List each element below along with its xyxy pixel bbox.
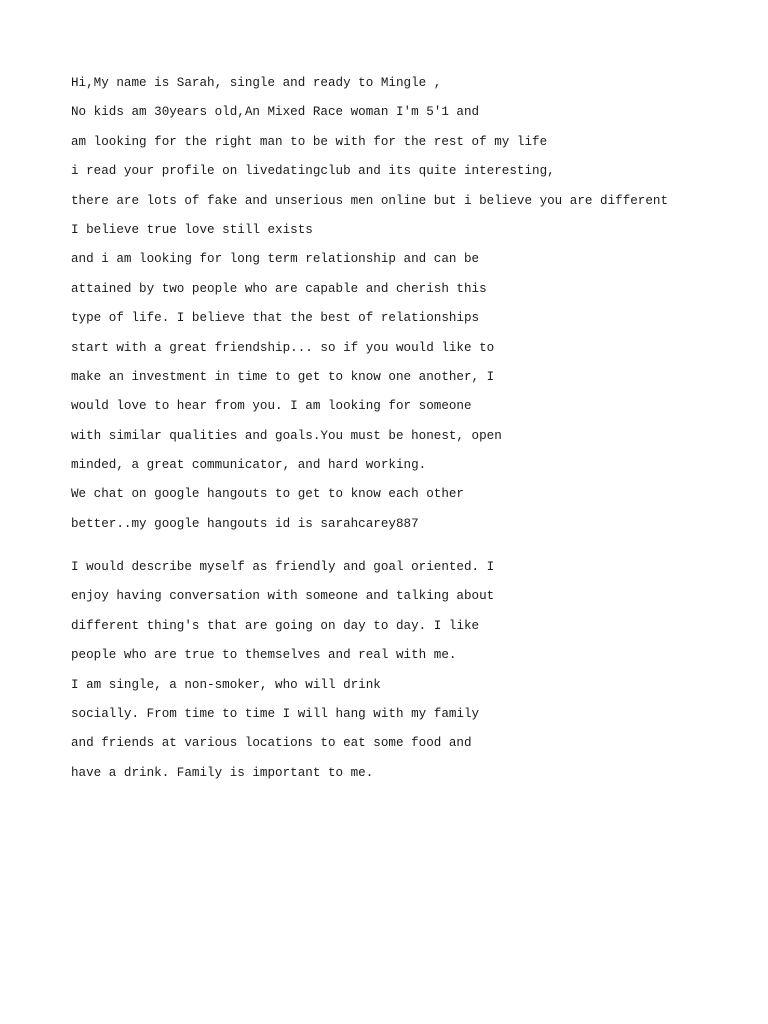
- text-line: with similar qualities and goals.You must be honest, open: [71, 428, 502, 443]
- text-line: I believe true love still exists: [71, 222, 313, 237]
- text-line: socially. From time to time I will hang with my family: [71, 706, 480, 721]
- text-line: there are lots of fake and unserious men online but i believe you are different: [71, 193, 669, 208]
- text-line: have a drink. Family is important to me.: [71, 765, 374, 780]
- text-line: am looking for the right man to be with for the rest of my life: [71, 134, 548, 149]
- text-line: and i am looking for long term relationship and can be: [71, 252, 480, 267]
- text-line: and friends at various locations to eat some food and: [71, 736, 472, 751]
- text-line: enjoy having conversation with someone and talking about: [71, 589, 495, 604]
- paragraph-about: [71, 553, 494, 788]
- text-line: would love to hear from you. I am looking for someone: [71, 399, 472, 414]
- text-line: better..my google hangouts id is sarahcarey887: [71, 516, 419, 531]
- text-line: type of life. I believe that the best of relationships: [71, 311, 480, 326]
- text-line: start with a great friendship... so if you would like to: [71, 340, 495, 355]
- text-line: No kids am 30years old,An Mixed Race woman I'm 5'1 and: [71, 105, 480, 120]
- text-line: Hi,My name is Sarah, single and ready to Mingle ,: [71, 76, 442, 90]
- text-line: people who are true to themselves and real with me.: [71, 648, 457, 663]
- text-line: attained by two people who are capable and cherish this: [71, 281, 487, 296]
- text-line: different thing's that are going on day to day. I like: [71, 618, 480, 633]
- text-line: I would describe myself as friendly and goal oriented. I: [71, 560, 495, 574]
- paragraph-intro: [71, 69, 668, 539]
- text-line: minded, a great communicator, and hard working.: [71, 458, 427, 473]
- text-line: i read your profile on livedatingclub and its quite interesting,: [71, 164, 555, 179]
- text-line: make an investment in time to get to know one another, I: [71, 369, 495, 384]
- text-line: I am single, a non-smoker, who will drink: [71, 677, 381, 692]
- text-line: We chat on google hangouts to get to know each other: [71, 487, 464, 502]
